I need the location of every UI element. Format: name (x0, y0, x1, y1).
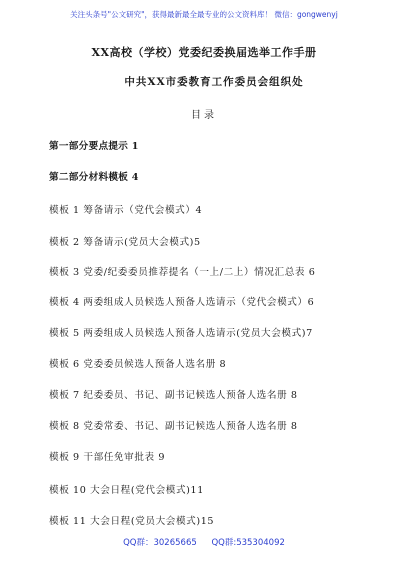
toc-template-1: 模板 1 筹备请示（党代会模式）4 (49, 205, 203, 216)
toc-template-8: 模板 8 党委常委、书记、副书记候选人预备人选名册 8 (49, 421, 298, 432)
document-title: XX高校（学校）党委纪委换届选举工作手册 (91, 46, 317, 59)
toc-part-2: 第二部分材料模板 4 (49, 172, 139, 183)
document-subtitle: 中共XX市委教育工作委员会组织处 (124, 76, 304, 88)
toc-template-2: 模板 2 筹备请示(党员大会模式)5 (49, 237, 201, 248)
qq-group-1: QQ群：30265665 (123, 538, 197, 548)
toc-template-6: 模板 6 党委委员候选人预备人选名册 8 (49, 359, 227, 370)
toc-template-7: 模板 7 纪委委员、书记、副书记候选人预备人选名册 8 (49, 390, 298, 401)
promo-notice: 关注头条号"公文研究"，获得最新最全最专业的公文资料库！ 微信：gongwenyj (70, 10, 338, 19)
toc-template-10: 模板 10 大会日程(党代会模式)11 (49, 485, 204, 496)
qq-group-2: QQ群:535304092 (211, 538, 285, 548)
toc-template-9: 模板 9 干部任免审批表 9 (49, 452, 166, 463)
toc-template-5: 模板 5 两委组成人员候选人预备人选请示(党员大会模式)7 (49, 328, 313, 339)
qq-contact-footer (0, 536, 408, 548)
toc-template-4: 模板 4 两委组成人员候选人预备人选请示（党代会模式）6 (49, 297, 315, 308)
toc-template-11: 模板 11 大会日程(党员大会模式)15 (49, 516, 215, 527)
toc-heading: 目录 (191, 110, 217, 121)
toc-template-3: 模板 3 党委/纪委委员推荐提名（一上/二上）情况汇总表 6 (49, 267, 316, 278)
toc-part-1: 第一部分要点提示 1 (49, 141, 139, 152)
